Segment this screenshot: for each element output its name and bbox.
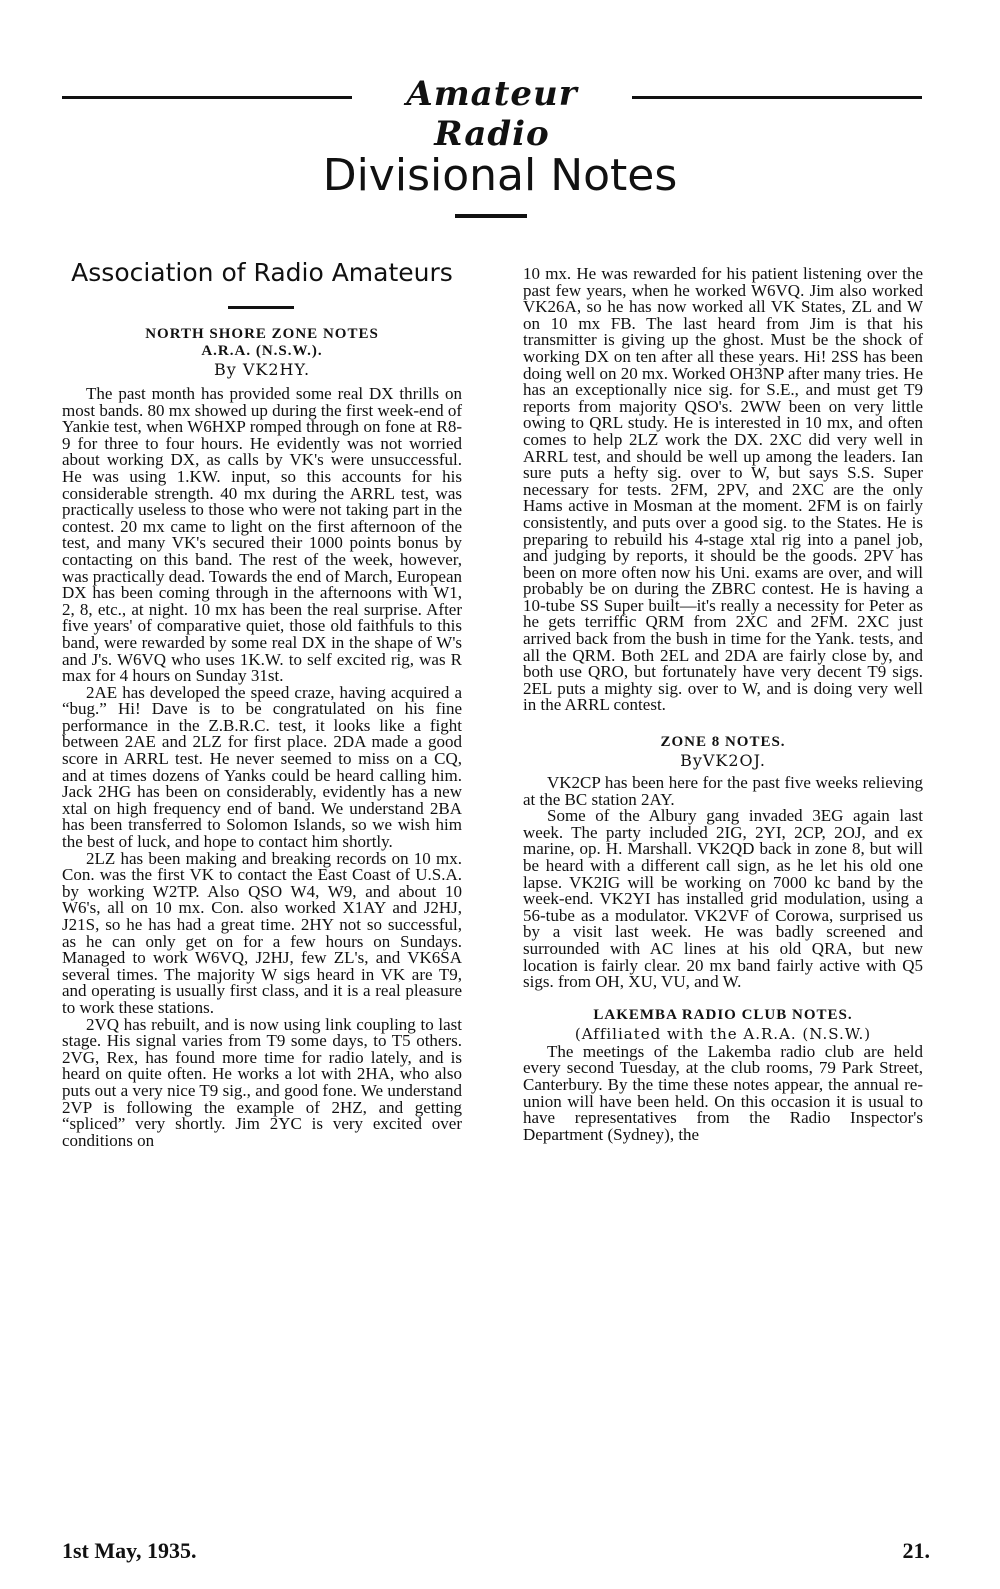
title-rule xyxy=(455,214,527,218)
paragraph: The past month has provided some real DX thrills on most bands. 80 mx showed up during the first week-end of Yankie test, when W6HXP romped through on fone at R8-9 for three to four hours. He evidently was not worried about working DX, as calls by VK's were unsuccessful. He was using 1.KW. input, so this accounts for his considerable strength. 40 mx during the ARRL test, was practically useless to those who were not taking part in the contest. 20 mx came to light on the first afternoon of the test, and many VK's secured their 1000 points bonus by contacting on this band. The rest of the week, however, was practically dead. Towards the end of March, European DX has been coming through in the afternoons with W1, 2, 8, etc., at night. 10 mx has been the real surprise. After five years' of comparative quiet, those old faithfuls to this band, were rewarded by some real DX in the shape of W's and J's. W6VQ who uses 1K.W. to self excited rig, was R max for 4 hours on Sunday 31st. xyxy=(62,384,462,686)
masthead xyxy=(62,70,922,154)
lakemba-body xyxy=(523,1041,923,1144)
page-title: Divisional Notes xyxy=(322,150,678,201)
association-heading: Association of Radio Amateurs xyxy=(71,258,453,287)
paragraph: 2LZ has been making and breaking records on 10 mx. Con. was the first VK to contact the East Coast of U.S.A. by working W2TP. Also QSO W4, W9, and about 10 W6's, all on 10 mx. Con. also worked X1AY and J2HJ, J21S, so he has had a great time. 2HY not so successful, as he can only get on for a few hours on Sundays. Managed to work W6VQ, J2HJ, few ZL's, and VK6SA several times. The majority W sigs heard in VK are T9, and operating is usually first class, and it is a real pleasure to work these stations. xyxy=(62,848,462,1017)
paragraph: 10 mx. He was rewarded for his patient listening over the past few years, when he worked W6VQ. Jim also worked VK26A, so he has now worked all VK States, ZL and W on 10 mx FB. The last heard from Jim is that his transmitter is giving up the ghost. Must be the shock of working DX on ten after all these years. Hi! 2SS has been doing well on 20 mx. Worked OH3NP after many tries. He has an exceptionally nice sig. for S.E., and must get T9 reports from majority QSO's. 2WW been on very little owing to QRL study. He is interested in 10 mx, and often comes to help 2LZ work the DX. 2XC did very well in ARRL test, and should be well up among the leaders. Ian sure puts a hefty sig. over to W, but says S.S. Super necessary for tests. 2FM, 2PV, and 2XC are the only Hams active in Mosman at the moment. 2FM is on fairly consistently, and puts over a good sig. to the States. He is preparing to rebuild his 4-stage xtal rig into a panel job, and judging by reports, it should be the goods. 2PV has been on more often now his Uni. exams are over, and will probably be on during the ZBRC contest. He is having a 10-tube SS Super built—it's really a necessity for Peter as he gets terriffic QRM from 2XC and 2FM. 2XC just arrived back from the bush in time for the Yank. tests, and all the QRM. Both 2EL and 2DA are fairly close by, and both use QRO, but fortunately have very decent T9 sigs. 2EL puts a mighty sig. over to W, and is doing very well in the ARRL contest. xyxy=(523,264,923,715)
north-shore-heading: NORTH SHORE ZONE NOTES xyxy=(145,326,379,342)
footer-date: 1st May, 1935. xyxy=(62,1538,197,1563)
paragraph: 2VQ has rebuilt, and is now using link coupling to last stage. His signal varies from T9 some days, to T5 others. 2VG, Rex, has found more time for radio lately, and is heard on quite often. He works a lot with 2HA, who also puts out a very nice T9 sig., and good fone. We understand 2VP is following the example of 2HZ, and getting “spliced” very shortly. Jim 2YC is very excited over conditions on xyxy=(62,1014,462,1150)
north-shore-subheading: A.R.A. (N.S.W.). xyxy=(201,343,323,359)
lakemba-heading: LAKEMBA RADIO CLUB NOTES. xyxy=(593,1006,853,1023)
zone8-body xyxy=(523,775,923,991)
paragraph: VK2CP has been here for the past five weeks relieving at the BC station 2AY. xyxy=(523,773,923,809)
north-shore-body xyxy=(62,386,462,1149)
masthead-rule-right xyxy=(632,96,922,99)
masthead-title: Amateur Radio xyxy=(406,74,578,154)
masthead-rule-left xyxy=(62,96,352,99)
lakemba-affiliation: (Affiliated with the A.R.A. (N.S.W.) xyxy=(574,1024,872,1043)
paragraph: The meetings of the Lakemba radio club are held every second Tuesday, at the club rooms, 79 Park Street, Canterbury. By the time these notes appear, the annual re-union will have been held. On this occasion it is usual to have representatives from the Radio Inspector's Department (Sydney), the xyxy=(523,1041,923,1144)
paragraph: Some of the Albury gang invaded 3EG again last week. The party included 2IG, 2YI, 2CP, 2OJ, and ex marine, op. H. Marshall. VK2QD back in zone 8, but will be heard with a different call sign, as he let his old one lapse. VK2IG will be working on 7000 kc band by the week-end. VK2YI has installed grid modulation, using a 56-tube as a modulator. VK2VF of Corowa, surprised us by a visit last week. He was badly screened and surrounded with AC lines at his old QRA, but new location is fairly clear. 20 mx band fairly active with Q5 sigs. from OH, XU, VU, and W. xyxy=(523,806,923,992)
page-number: 21. xyxy=(902,1538,930,1563)
zone8-byline: ByVK2OJ. xyxy=(680,751,766,771)
continuation-body xyxy=(523,266,923,714)
right-column xyxy=(523,266,923,1143)
north-shore-notes xyxy=(62,326,462,1150)
association-rule xyxy=(228,306,294,309)
north-shore-byline: By VK2HY. xyxy=(213,360,311,379)
zone8-heading: ZONE 8 NOTES. xyxy=(660,734,786,751)
paragraph: 2AE has developed the speed craze, having acquired a “bug.” Hi! Dave is to be congratulated on his fine performance in the Z.B.R.C. test, it looks like a fight between 2AE and 2LZ for first place. 2DA made a good score in ARRL test. He never seemed to miss on a CQ, and at times dozens of Yanks could be heard calling him. Jack 2HG has been on considerably, evidently has a new xtal on high frequency end of band. We understand 2BA has been transferred to Solomon Islands, so we wish him the best of luck, and hope to contact him shortly. xyxy=(62,682,462,852)
